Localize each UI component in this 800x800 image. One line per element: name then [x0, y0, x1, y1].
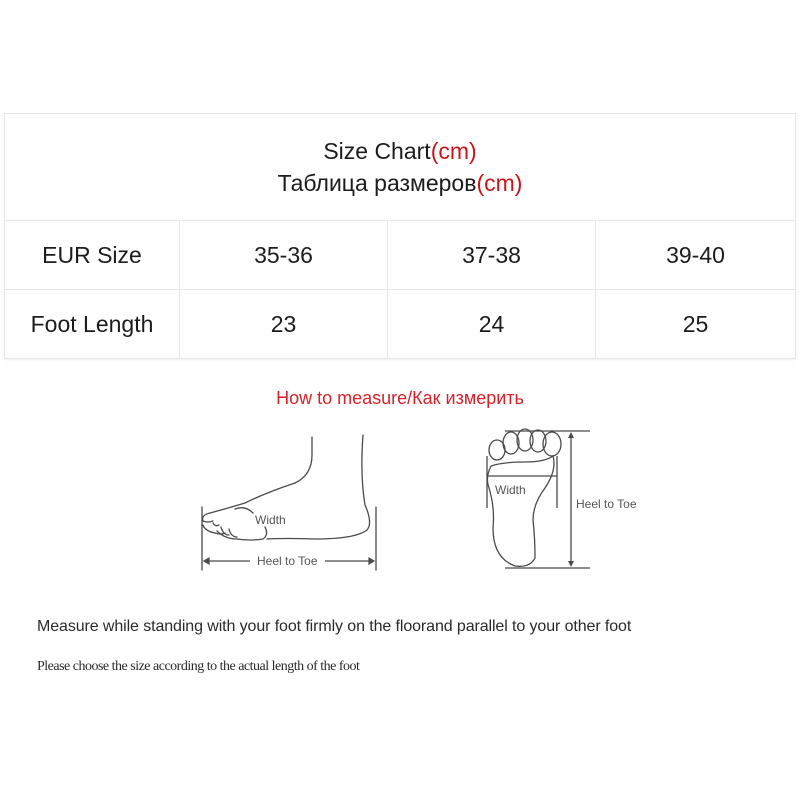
width-label: Width: [495, 483, 526, 497]
measure-instruction: Measure while standing with your foot firmly on the floorand parallel to your other foot: [37, 618, 632, 635]
width-label: Width: [255, 513, 286, 527]
size-choice-instruction: Please choose the size according to the actual length of the foot: [37, 659, 360, 674]
sole-foot-diagram: [475, 428, 655, 573]
side-foot-diagram: [195, 435, 390, 575]
title-english: Size Chart(cm): [323, 138, 477, 164]
table-cell: 35-36: [180, 221, 388, 290]
unit-label: (cm): [476, 170, 523, 196]
foot-side-icon: [195, 435, 390, 575]
unit-label: (cm): [430, 138, 477, 164]
how-to-measure-title: How to measure/Как измерить: [276, 388, 524, 408]
row-label: Foot Length: [5, 290, 180, 359]
table-row-foot-length: [5, 290, 796, 359]
table-cell: 24: [388, 290, 596, 359]
table-cell: 37-38: [388, 221, 596, 290]
foot-sole-icon: [475, 428, 655, 573]
size-chart-title: [5, 114, 796, 221]
table-row-eur-size: [5, 221, 796, 290]
table-cell: 25: [596, 290, 796, 359]
table-cell: 39-40: [596, 221, 796, 290]
heel-to-toe-label: Heel to Toe: [257, 554, 318, 568]
heel-to-toe-label: Heel to Toe: [576, 497, 637, 511]
title-russian: Таблица размеров(cm): [277, 170, 523, 196]
size-chart-table: [4, 113, 796, 359]
table-cell: 23: [180, 290, 388, 359]
row-label: EUR Size: [5, 221, 180, 290]
